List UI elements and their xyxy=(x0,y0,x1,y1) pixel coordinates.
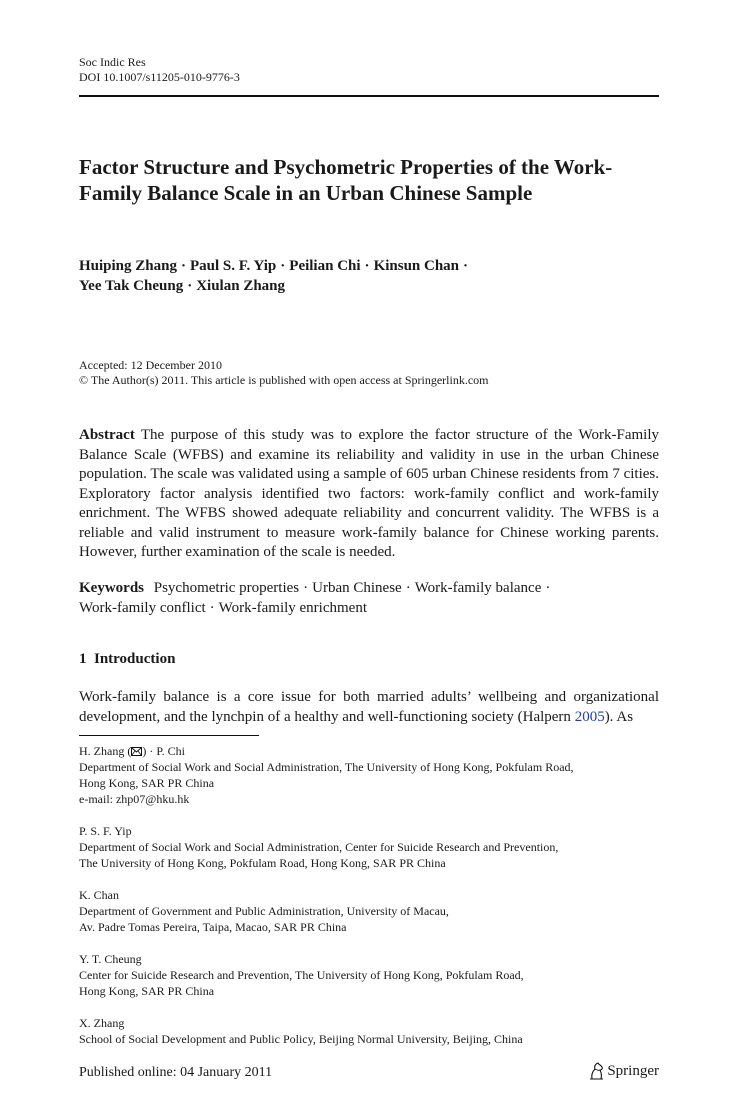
author-separator: · xyxy=(364,258,370,274)
affiliation xyxy=(79,1015,659,1047)
affiliation-line: Center for Suicide Research and Prevention, The University of Hong Kong, Pokfulam Road, xyxy=(79,968,524,982)
affiliation-line: Hong Kong, SAR PR China xyxy=(79,776,215,790)
keyword: Urban Chinese xyxy=(312,580,402,596)
affiliation-line: Av. Padre Tomas Pereira, Taipa, Macao, SAR PR China xyxy=(79,920,347,934)
keyword-separator: · xyxy=(209,599,215,616)
abstract xyxy=(79,426,659,563)
footnote-rule xyxy=(79,735,259,736)
affiliation-line: The University of Hong Kong, Pokfulam Road, Hong Kong, SAR PR China xyxy=(79,856,446,870)
affiliation xyxy=(79,951,659,999)
affiliation-names: K. Chan xyxy=(79,888,119,902)
author-separator: · xyxy=(280,258,286,274)
abstract-label: Abstract xyxy=(79,427,135,443)
keyword-separator: · xyxy=(405,580,411,596)
affiliation-names: X. Zhang xyxy=(79,1016,125,1030)
affiliation-names xyxy=(79,743,659,759)
affiliation-name-prefix: H. Zhang ( xyxy=(79,744,132,758)
author[interactable]: Yee Tak Cheung xyxy=(79,278,184,294)
keyword: Psychometric properties xyxy=(153,580,300,596)
author[interactable]: Paul S. F. Yip xyxy=(189,258,277,274)
keywords xyxy=(79,579,659,618)
author[interactable]: Xiulan Zhang xyxy=(196,278,286,294)
keyword: Work-family balance xyxy=(414,580,542,596)
affiliation xyxy=(79,743,659,807)
abstract-text: The purpose of this study was to explore the factor structure of the Work-Family Balance Scale (WFBS) and examine its reliability and validity in use in the urban Chinese population. The scale was validated using a sample of 605 urban Chinese residents from 7 cities. Exploratory factor analysis identified two factors: work-family conflict and work-family enrichment. The WFBS showed adequate reliability and concurrent validity. The WFBS is a reliable and valid instrument to measure work-family balance for Chinese working parents. However, further examination of the scale is needed. xyxy=(79,427,659,560)
paper-title: Factor Structure and Psychometric Properties of the Work-Family Balance Scale in an Urban Chinese Sample xyxy=(79,155,613,205)
paper-page xyxy=(79,0,659,1119)
affiliation-line: Department of Social Work and Social Administration, The University of Hong Kong, Pokfulam Road, xyxy=(79,760,574,774)
affiliation-line: Department of Government and Public Administration, University of Macau, xyxy=(79,904,449,918)
keyword-separator: · xyxy=(545,580,551,596)
affiliation xyxy=(79,887,659,935)
intro-text-end: ). As xyxy=(604,708,634,725)
author-separator: · xyxy=(463,258,469,274)
affiliation-names: P. S. F. Yip xyxy=(79,824,132,838)
citation-link[interactable]: 2005 xyxy=(574,708,605,725)
accepted-date: Accepted: 12 December 2010 xyxy=(79,358,222,372)
springer-horse-icon xyxy=(589,1062,605,1080)
section-heading xyxy=(79,650,175,668)
keyword-separator: · xyxy=(303,580,309,596)
affiliation xyxy=(79,823,659,871)
section-title: Introduction xyxy=(94,651,176,667)
journal-info xyxy=(79,55,240,85)
author[interactable]: Huiping Zhang xyxy=(79,258,177,274)
license-note: © The Author(s) 2011. This article is published with open access at Springerlink.com xyxy=(79,373,489,387)
header-rule xyxy=(79,95,659,97)
intro-text: Work-family balance is a core issue for both married adults’ wellbeing and organizational development, and the lynchpin of a healthy and well-functioning society (Halpern xyxy=(79,689,659,725)
author[interactable]: Kinsun Chan xyxy=(373,258,460,274)
affiliations xyxy=(79,743,659,1063)
author-separator: · xyxy=(187,278,193,294)
email-address[interactable]: e-mail: zhp07@hku.hk xyxy=(79,792,190,806)
affiliation-line: Hong Kong, SAR PR China xyxy=(79,984,215,998)
author[interactable]: Peilian Chi xyxy=(289,258,361,274)
affiliation-line: Department of Social Work and Social Administration, Center for Suicide Research and Prevention, xyxy=(79,840,559,854)
section-number: 1 xyxy=(79,651,87,667)
envelope-icon[interactable] xyxy=(131,747,142,756)
intro-paragraph xyxy=(79,688,659,727)
published-online: Published online: 04 January 2011 xyxy=(79,1065,273,1080)
affiliation-names: Y. T. Cheung xyxy=(79,952,142,966)
author-list xyxy=(79,256,639,296)
affiliation-name-suffix: ) · P. Chi xyxy=(142,744,186,758)
publisher-logo xyxy=(589,1061,659,1081)
keywords-label: Keywords xyxy=(79,580,144,596)
journal-doi: DOI 10.1007/s11205-010-9776-3 xyxy=(79,70,240,84)
publisher-name: Springer xyxy=(607,1063,659,1079)
publication-dates xyxy=(79,358,489,388)
author-separator: · xyxy=(180,258,186,274)
keyword: Work-family conflict xyxy=(79,599,206,616)
keyword: Work-family enrichment xyxy=(218,599,367,616)
affiliation-line: School of Social Development and Public Policy, Beijing Normal University, Beijing, China xyxy=(79,1032,523,1046)
journal-name: Soc Indic Res xyxy=(79,55,146,69)
